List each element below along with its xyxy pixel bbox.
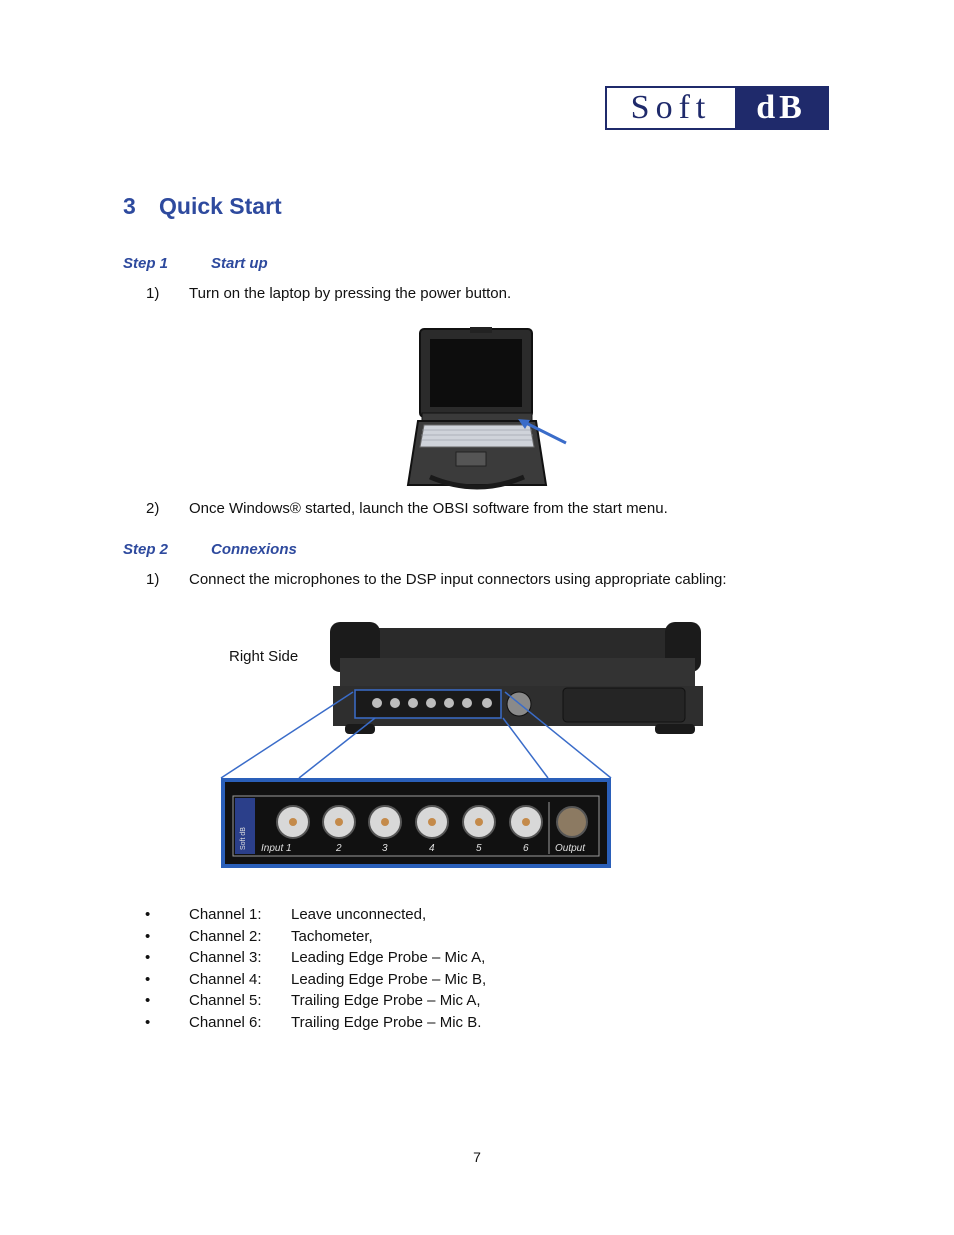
item-text: Connect the microphones to the DSP input connectors using appropriate cabling: — [189, 571, 727, 588]
logo-soft-text: Soft — [630, 89, 712, 126]
bullet: • — [145, 1013, 151, 1031]
list-item — [145, 971, 745, 993]
figure-caption-right-side: Right Side — [229, 648, 299, 665]
section-heading — [123, 193, 282, 220]
step1-heading — [123, 255, 268, 272]
list-item — [145, 1014, 745, 1036]
channel-desc: Leading Edge Probe – Mic A, — [291, 949, 486, 967]
item-text: Once Windows® started, launch the OBSI software from the start menu. — [189, 500, 668, 517]
item-text: Turn on the laptop by pressing the power button. — [189, 285, 512, 302]
step2-heading — [123, 541, 297, 558]
channel-name: Channel 3: — [189, 949, 262, 967]
panel-brand-label: Soft dB — [240, 827, 247, 850]
bullet: • — [145, 906, 151, 923]
panel-label-input-1: Input 1 — [261, 843, 292, 854]
page-number: 7 — [473, 1149, 481, 1165]
list-item — [145, 949, 745, 971]
list-item — [145, 906, 745, 928]
laptop-side-image — [215, 618, 715, 873]
bullet: • — [145, 927, 151, 945]
panel-label-output: Output — [555, 843, 586, 854]
step2-title: Connexions — [211, 541, 297, 558]
bullet: • — [145, 949, 151, 967]
channel-desc: Trailing Edge Probe – Mic B. — [291, 1013, 482, 1031]
step1-item-2 — [0, 500, 954, 520]
channel-name: Channel 4: — [189, 970, 262, 988]
soft-db-logo — [605, 86, 829, 130]
logo-db-text: dB — [735, 88, 827, 128]
channel-name: Channel 5: — [189, 992, 262, 1010]
step1-item-1 — [0, 285, 954, 305]
item-number: 1) — [146, 571, 160, 588]
section-title: Quick Start — [159, 193, 282, 219]
section-number: 3 — [123, 193, 136, 219]
bullet: • — [145, 992, 151, 1010]
channel-desc: Trailing Edge Probe – Mic A, — [291, 992, 481, 1010]
panel-label-5: 5 — [476, 843, 482, 854]
item-number: 1) — [146, 285, 160, 302]
list-item — [145, 992, 745, 1014]
panel-label-6: 6 — [523, 843, 529, 854]
laptop-image — [400, 325, 570, 495]
list-item — [145, 928, 745, 950]
panel-label-3: 3 — [382, 843, 388, 854]
step1-label: Step 1 — [123, 255, 169, 272]
channel-list — [145, 906, 745, 1036]
step2-item-1 — [0, 571, 954, 591]
channel-name: Channel 1: — [189, 906, 262, 923]
channel-name: Channel 6: — [189, 1013, 262, 1031]
channel-name: Channel 2: — [189, 927, 262, 945]
step1-title: Start up — [211, 255, 268, 272]
item-number: 2) — [146, 500, 160, 517]
panel-label-2: 2 — [336, 843, 342, 854]
channel-desc: Tachometer, — [291, 927, 373, 945]
panel-label-4: 4 — [429, 843, 435, 854]
channel-desc: Leave unconnected, — [291, 906, 427, 923]
channel-desc: Leading Edge Probe – Mic B, — [291, 970, 487, 988]
step2-label: Step 2 — [123, 541, 169, 558]
bullet: • — [145, 970, 151, 988]
